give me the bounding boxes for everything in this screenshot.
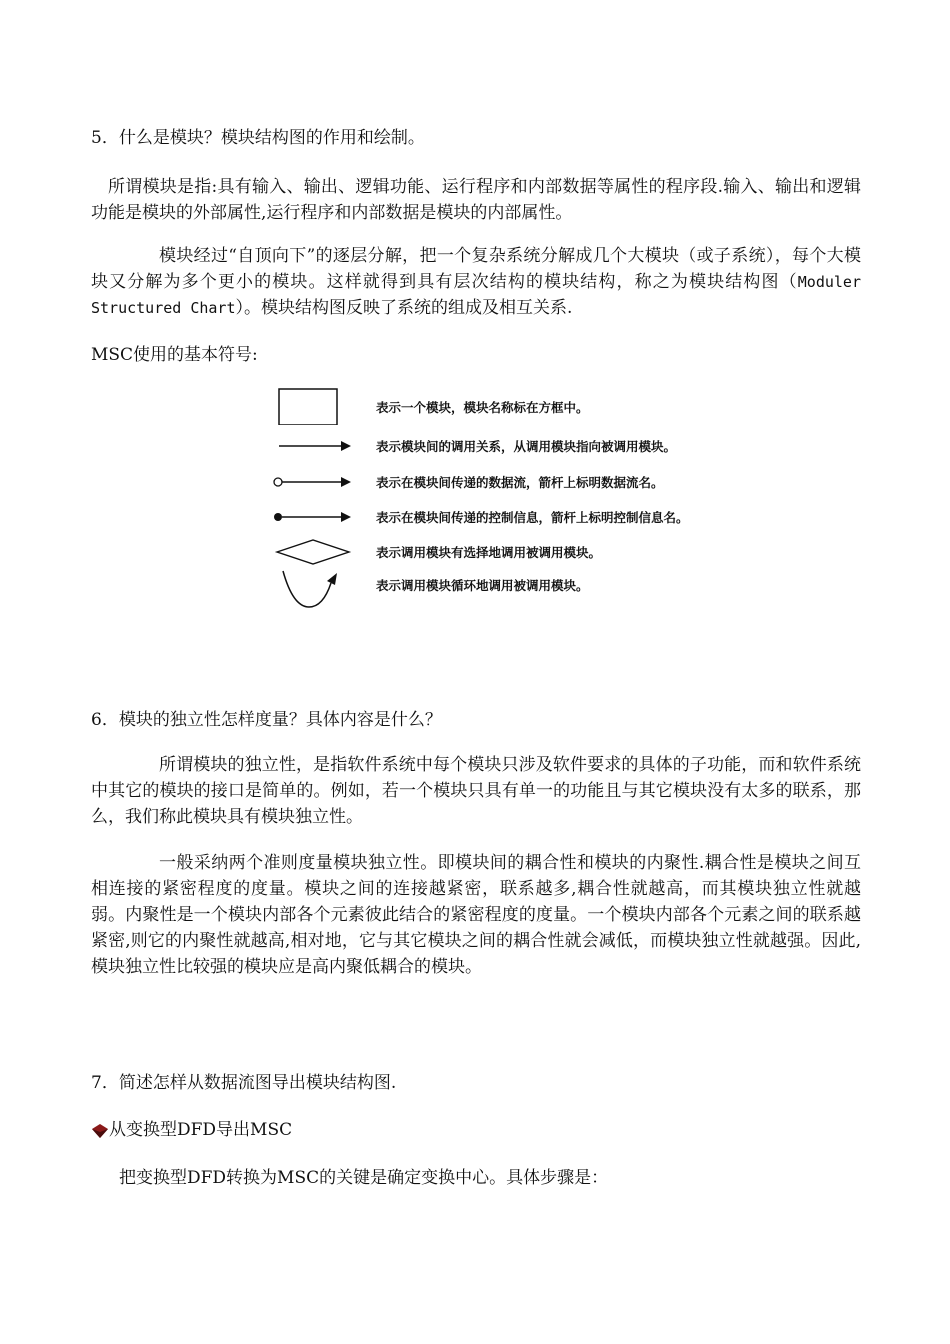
msc-symbol-legend (265, 383, 745, 613)
legend-row-selection (265, 537, 745, 571)
legend-label-selection: 表示调用模块有选择地调用被调用模块。 (376, 545, 602, 560)
legend-row-loop (265, 569, 745, 603)
call-arrow-icon (265, 431, 365, 461)
legend-label-data-flow: 表示在模块间传递的数据流，箭杆上标明数据流名。 (376, 475, 664, 490)
legend-label-control-flow: 表示在模块间传递的控制信息，箭杆上标明控制信息名。 (376, 510, 689, 525)
q5-msc-english-name: Moduler Structured Chart (91, 273, 861, 317)
q6-coupling-cohesion: 一般采纳两个准则度量模块独立性。即模块间的耦合性和模块的内聚性.耦合性是模块之间互相连接的紧密程度的度量。模块之间的连接越紧密，联系越多,耦合性就越高，而其模块独立性就越弱。内聚性是一个模块内部各个元素彼此结合的紧密程度的度量。一个模块内部各个元素之间的联系越紧密,则它的内聚性就越高,相对地，它与其它模块之间的耦合性就会减低，而模块独立性就越强。因此,模块独立性比较强的模块应是高内聚低耦合的模块。 (91, 853, 861, 977)
legend-row-module (265, 385, 745, 419)
legend-label-module: 表示一个模块，模块名称标在方框中。 (376, 400, 589, 415)
q5-msc-description-b: ）。模块结构图反映了系统的组成及相互关系. (235, 298, 573, 318)
legend-label-call: 表示模块间的调用关系，从调用模块指向被调用模块。 (376, 439, 677, 454)
module-box-icon (265, 385, 365, 425)
q6-heading: 6．模块的独立性怎样度量？具体内容是什么？ (91, 710, 442, 730)
loop-arc-icon (265, 569, 365, 613)
q7-transform-steps-intro: 把变换型DFD转换为MSC的关键是确定变换中心。具体步骤是： (119, 1168, 609, 1188)
q5-msc-description (91, 243, 861, 321)
legend-row-call (265, 431, 745, 465)
data-flow-arrow-icon (265, 467, 365, 497)
legend-row-data-flow (265, 467, 745, 501)
q5-heading: 5．什么是模块？模块结构图的作用和绘制。 (91, 128, 425, 148)
selection-diamond-icon (265, 537, 365, 567)
control-flow-arrow-icon (265, 502, 365, 532)
q5-module-definition: 所谓模块是指:具有输入、输出、逻辑功能、运行程序和内部数据等属性的程序段.输入、输出和逻辑功能是模块的外部属性,运行程序和内部数据是模块的内部属性。 (91, 177, 861, 223)
q7-bullet-item (91, 1117, 292, 1143)
legend-label-loop: 表示调用模块循环地调用被调用模块。 (376, 578, 589, 593)
legend-row-control-flow (265, 502, 745, 536)
q5-msc-symbols-intro: MSC使用的基本符号: (91, 345, 258, 365)
diamond-bullet-icon (91, 1123, 109, 1139)
q7-heading: 7．简述怎样从数据流图导出模块结构图. (91, 1073, 397, 1093)
q7-bullet-text: 从变换型DFD导出MSC (109, 1120, 293, 1140)
q5-msc-description-a: 模块经过“自顶向下”的逐层分解，把一个复杂系统分解成几个大模块（或子系统），每个大模块又分解为多个更小的模块。这样就得到具有层次结构的模块结构，称之为模块结构图（ (91, 246, 861, 292)
q6-independence-definition: 所谓模块的独立性，是指软件系统中每个模块只涉及软件要求的具体的子功能，而和软件系统中其它的模块的接口是简单的。例如，若一个模块只具有单一的功能且与其它模块没有太多的联系，那么，我们称此模块具有模块独立性。 (91, 755, 861, 827)
